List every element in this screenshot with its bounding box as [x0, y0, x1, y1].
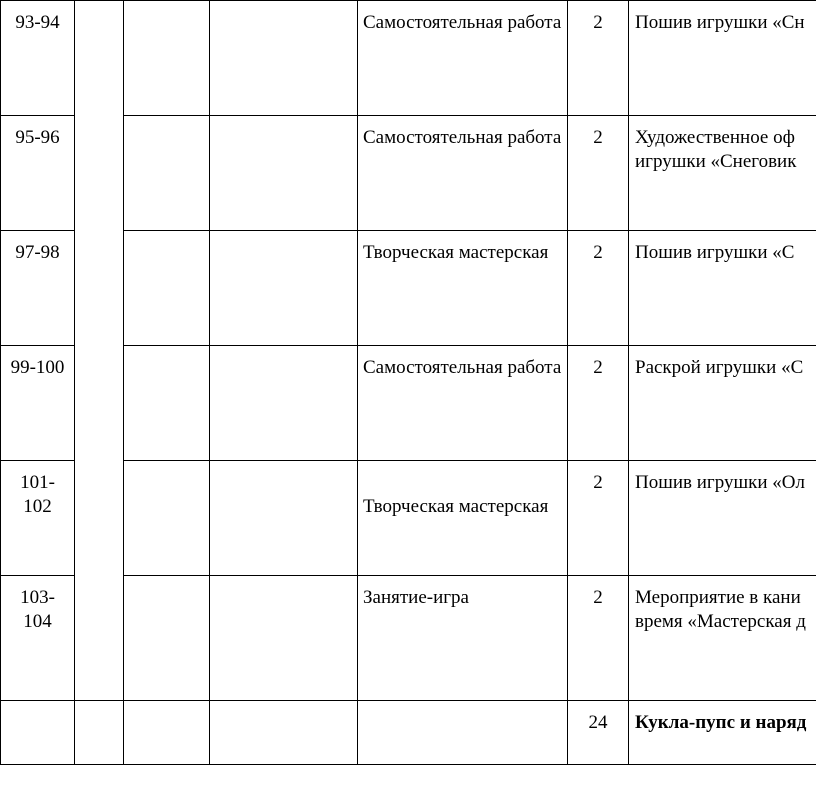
table-row	[1, 1, 816, 116]
empty-cell	[124, 116, 210, 231]
empty-cell	[210, 576, 358, 701]
empty-cell	[210, 461, 358, 576]
empty-cell	[124, 701, 210, 765]
topic-cell: Раскрой игрушки «С	[629, 346, 816, 461]
topic-line: Художественное оф	[635, 127, 795, 148]
empty-cell	[75, 701, 124, 765]
topic-line: Мероприятие в кани	[635, 587, 801, 608]
topic-cell: Пошив игрушки «Сн	[629, 1, 816, 116]
empty-cell	[358, 701, 568, 765]
table-row	[1, 231, 816, 346]
empty-cell	[210, 231, 358, 346]
table-row	[1, 116, 816, 231]
section-title-cell: Кукла-пупс и наряд	[629, 701, 816, 765]
empty-cell	[124, 576, 210, 701]
empty-cell	[1, 701, 75, 765]
topic-cell: Пошив игрушки «С	[629, 231, 816, 346]
lesson-form-cell: Самостоятельная работа	[358, 116, 568, 231]
lesson-number-cell: 93-94	[1, 1, 75, 116]
lesson-number-line: 103-	[20, 587, 55, 608]
empty-cell	[124, 231, 210, 346]
lesson-number-line: 101-	[20, 472, 55, 493]
lesson-number-cell: 99-100	[1, 346, 75, 461]
empty-cell	[210, 116, 358, 231]
lesson-number-cell	[1, 576, 75, 701]
lesson-number-cell: 97-98	[1, 231, 75, 346]
empty-cell	[124, 461, 210, 576]
table-row	[1, 461, 816, 576]
hours-cell: 2	[568, 1, 629, 116]
hours-cell: 2	[568, 231, 629, 346]
topic-cell	[629, 116, 816, 231]
empty-cell	[210, 1, 358, 116]
total-row	[1, 701, 816, 765]
lesson-form-cell: Самостоятельная работа	[358, 346, 568, 461]
topic-line: время «Мастерская д	[635, 611, 806, 632]
empty-cell	[210, 701, 358, 765]
lesson-number-line: 104	[23, 611, 52, 632]
hours-cell: 2	[568, 461, 629, 576]
hours-cell: 2	[568, 346, 629, 461]
total-hours-cell: 24	[568, 701, 629, 765]
empty-cell	[210, 346, 358, 461]
empty-cell	[124, 346, 210, 461]
hours-cell: 2	[568, 116, 629, 231]
lesson-number-line: 102	[23, 496, 52, 517]
empty-cell	[124, 1, 210, 116]
lesson-number-cell: 95-96	[1, 116, 75, 231]
lesson-number-cell	[1, 461, 75, 576]
hours-cell: 2	[568, 576, 629, 701]
lesson-form-cell: Творческая мастерская	[358, 461, 568, 576]
table-row	[1, 346, 816, 461]
lesson-form-cell: Самостоятельная работа	[358, 1, 568, 116]
lesson-form-cell: Творческая мастерская	[358, 231, 568, 346]
table-row	[1, 576, 816, 701]
topic-cell: Пошив игрушки «Ол	[629, 461, 816, 576]
topic-cell	[629, 576, 816, 701]
lesson-form-cell: Занятие-игра	[358, 576, 568, 701]
topic-line: игрушки «Снеговик	[635, 151, 797, 172]
merged-empty-cell	[75, 1, 124, 701]
